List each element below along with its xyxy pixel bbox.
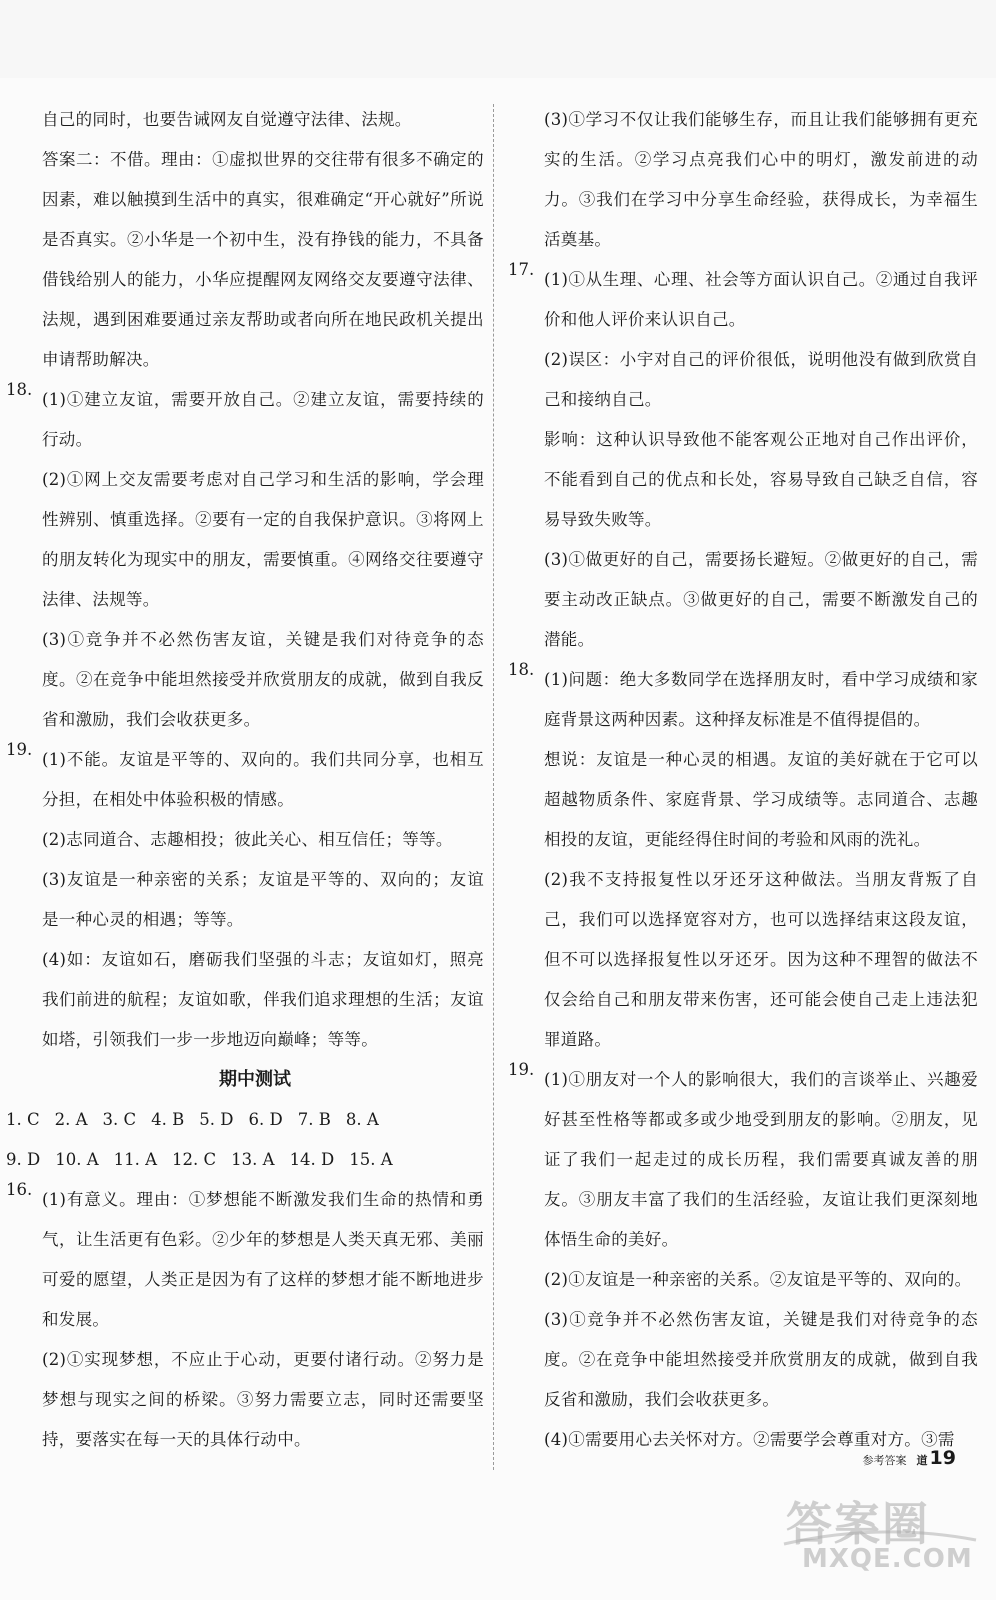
question-16: [6, 1180, 484, 1340]
answer-part: (3)①学习不仅让我们能够生存，而且让我们能够拥有更充实的生活。②学习点亮我们心中的明灯，激发前进的动力。③我们在学习中分享生命经验，获得成长，为幸福生活奠基。: [544, 110, 978, 249]
choice-answer: 11. A: [113, 1150, 158, 1169]
paragraph: 自己的同时，也要告诫网友自觉遵守法律、法规。: [42, 110, 412, 129]
question-19: [6, 740, 484, 820]
answer-part: (2)①网上交友需要考虑对自己学习和生活的影响，学会理性辨别、慎重选择。②要有一定的自我保护意识。③将网上的朋友转化为现实中的朋友，需要慎重。④网络交往要遵守法律、法规等。: [42, 470, 484, 609]
answer-part: (1)①朋友对一个人的影响很大，我们的言谈举止、兴趣爱好甚至性格等都或多或少地受到朋友的影响。②朋友，见证了我们一起走过的成长历程，我们需要真诚友善的朋友。③朋友丰富了我们的生活经验，友谊让我们更深刻地体悟生命的美好。: [544, 1070, 978, 1249]
answer-part: (3)①竞争并不必然伤害友谊，关键是我们对待竞争的态度。②在竞争中能坦然接受并欣赏朋友的成就，做到自我反省和激励，我们会收获更多。: [42, 630, 484, 729]
choice-answer: 7. B: [297, 1110, 331, 1129]
answer-part: (1)有意义。理由：①梦想能不断激发我们生命的热情和勇气，让生活更有色彩。②少年的梦想是人类天真无邪、美丽可爱的愿望，人类正是因为有了这样的梦想才能不断地进步和发展。: [42, 1190, 484, 1329]
answer-part: (3)友谊是一种亲密的关系；友谊是平等的、双向的；友谊是一种心灵的相遇；等等。: [42, 870, 484, 929]
choice-answer: 14. D: [289, 1150, 335, 1169]
choice-answer: 5. D: [199, 1110, 234, 1129]
choice-answer: 8. A: [345, 1110, 379, 1129]
question-number: 17.: [508, 260, 535, 279]
question-number: 18.: [508, 660, 535, 679]
choice-answers-row: [6, 1140, 484, 1180]
question-number: 18.: [6, 380, 33, 399]
question-17: [508, 260, 978, 340]
answer-part: (2)志同道合、志趣相投；彼此关心、相互信任；等等。: [42, 830, 453, 849]
choice-answer: 4. B: [151, 1110, 185, 1129]
column-divider: [493, 104, 494, 1470]
scan-top-band: [0, 0, 996, 78]
answer-part: (2)①友谊是一种亲密的关系。②友谊是平等的、双向的。: [544, 1270, 972, 1289]
footer-label: 参考答案: [862, 1454, 907, 1467]
section-title: 期中测试: [219, 1069, 291, 1090]
watermark-url: MXQE.COM: [802, 1544, 973, 1574]
answer-part: (2)我不支持报复性以牙还牙这种做法。当朋友背叛了自己，我们可以选择宽容对方，也可以选择结束这段友谊，但不可以选择报复性以牙还牙。因为这种不理智的做法不仅会给自己和朋友带来伤害，还可能会使自己走上违法犯罪道路。: [544, 870, 978, 1049]
answer-part: 想说：友谊是一种心灵的相遇。友谊的美好就在于它可以超越物质条件、家庭背景、学习成绩等。志同道合、志趣相投的友谊，更能经得住时间的考验和风雨的洗礼。: [544, 750, 978, 849]
choice-answers-row: [6, 1100, 484, 1140]
answer-part: (1)①从生理、心理、社会等方面认识自己。②通过自我评价和他人评价来认识自己。: [544, 270, 978, 329]
choice-answer: 10. A: [55, 1150, 99, 1169]
question-18: [508, 660, 978, 740]
answer-part: (1)①建立友谊，需要开放自己。②建立友谊，需要持续的行动。: [42, 390, 484, 449]
choice-answer: 9. D: [6, 1150, 41, 1169]
page-number: 19: [929, 1447, 956, 1469]
choice-answer: 3. C: [102, 1110, 137, 1129]
answer-part: (3)①做更好的自己，需要扬长避短。②做更好的自己，需要主动改正缺点。③做更好的自己，需要不断激发自己的潜能。: [544, 550, 978, 649]
watermark-text: 答案圈: [786, 1497, 930, 1551]
choice-answer: 12. C: [172, 1150, 217, 1169]
question-19: [508, 1060, 978, 1260]
question-18: [6, 380, 484, 460]
choice-answer: 6. D: [248, 1110, 283, 1129]
question-number: 19.: [508, 1060, 535, 1079]
footer-subject: 道: [916, 1454, 928, 1467]
choice-answer: 2. A: [54, 1110, 88, 1129]
right-column: [508, 100, 978, 1460]
watermark: [780, 1488, 980, 1588]
answer-part: (4)①需要用心去关怀对方。②需要学会尊重对方。③需: [544, 1430, 955, 1449]
choice-answer: 15. A: [349, 1150, 393, 1169]
choice-answer: 13. A: [231, 1150, 275, 1169]
left-column: [6, 100, 484, 1460]
answer-part: (1)问题：绝大多数同学在选择朋友时，看中学习成绩和家庭背景这两种因素。这种择友标准是不值得提倡的。: [544, 670, 978, 729]
answer-part: (2)误区：小宇对自己的评价很低，说明他没有做到欣赏自己和接纳自己。: [544, 350, 978, 409]
answer-part: (4)如：友谊如石，磨砺我们坚强的斗志；友谊如灯，照亮我们前进的航程；友谊如歌，伴我们追求理想的生活；友谊如塔，引领我们一步一步地迈向巅峰；等等。: [42, 950, 484, 1049]
answer-part: (3)①竞争并不必然伤害友谊，关键是我们对待竞争的态度。②在竞争中能坦然接受并欣赏朋友的成就，做到自我反省和激励，我们会收获更多。: [544, 1310, 978, 1409]
question-number: 16.: [6, 1180, 33, 1199]
page-footer: [863, 1447, 956, 1469]
answer-part: (1)不能。友谊是平等的、双向的。我们共同分享，也相互分担，在相处中体验积极的情感。: [42, 750, 484, 809]
answer-part: 影响：这种认识导致他不能客观公正地对自己作出评价，不能看到自己的优点和长处，容易导致自己缺乏自信，容易导致失败等。: [544, 430, 978, 529]
answer-part: (2)①实现梦想，不应止于心动，更要付诸行动。②努力是梦想与现实之间的桥梁。③努力需要立志，同时还需要坚持，要落实在每一天的具体行动中。: [42, 1350, 484, 1449]
choice-answer: 1. C: [6, 1110, 40, 1129]
question-number: 19.: [6, 740, 33, 759]
paragraph: 答案二：不借。理由：①虚拟世界的交往带有很多不确定的因素，难以触摸到生活中的真实，很难确定“开心就好”所说是否真实。②小华是一个初中生，没有挣钱的能力，不具备借钱给别人的能力，小华应提醒网友网络交友要遵守法律、法规，遇到困难要通过亲友帮助或者向所在地民政机关提出申请帮助解决。: [42, 150, 484, 369]
